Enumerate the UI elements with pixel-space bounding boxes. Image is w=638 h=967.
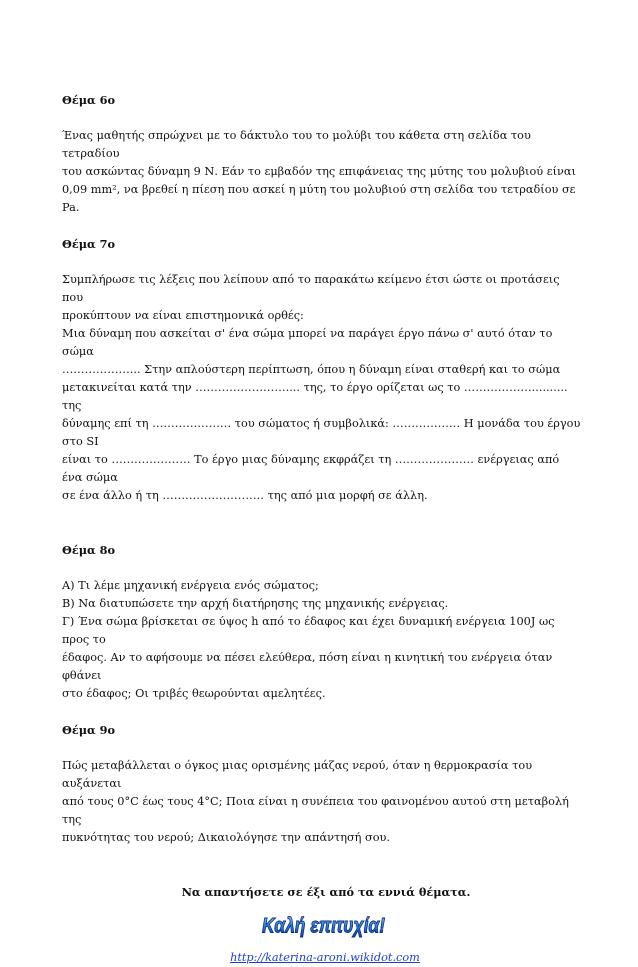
question-7-line: μετακινείται κατά την …………………….... της, το έργο ορίζεται ως το ……………….......... της <box>62 381 568 412</box>
question-8-line: έδαφος. Αν το αφήσουμε να πέσει ελεύθερα, πόση είναι η κινητική του ενέργεια όταν φθάνει <box>62 651 553 682</box>
question-8-line: Β) Να διατυπώσετε την αρχή διατήρησης της μηχανικής ενέργειας. <box>62 597 449 610</box>
question-8-title: Θέμα 8ο <box>62 543 115 557</box>
good-luck-logo <box>66 911 582 945</box>
good-luck-logo-text: Καλή επιτυχία! <box>261 913 386 938</box>
question-8-line: Γ) Ένα σώμα βρίσκεται σε ύψος h από το έδαφος και έχει δυναμική ενέργεια 100J ως προς το <box>62 615 555 646</box>
question-9-line: πυκνότητας του νερού; Δικαιολόγησε την απάντησή σου. <box>62 831 391 844</box>
question-7-title: Θέμα 7ο <box>62 237 115 251</box>
good-luck-wordart <box>261 911 386 941</box>
question-8-line: στο έδαφος; Οι τριβές θεωρούνται αμελητέες. <box>62 687 326 700</box>
question-8-line: Α) Τι λέμε μηχανική ενέργεια ενός σώματος; <box>62 579 319 592</box>
question-6-title: Θέμα 6ο <box>62 93 115 107</box>
question-6-line: Ένας μαθητής σπρώχνει με το δάκτυλο του το μολύβι του κάθετα στη σελίδα του τετραδίου <box>62 129 531 160</box>
question-7-line: σε ένα άλλο ή τη ……………………… της από μια μορφή σε άλλη. <box>62 489 428 502</box>
question-9-line: Πώς μεταβάλλεται ο όγκος μιας ορισμένης μάζας νερού, όταν η θερμοκρασία του αυξάνεται <box>62 759 533 790</box>
question-7-line: ………………... Στην απλούστερη περίπτωση, όπου η δύναμη είναι σταθερή και το σώμα <box>62 363 561 376</box>
question-9-line: από τους 0°C έως τους 4°C; Ποια είναι η συνέπεια του φαινομένου αυτού στη μεταβολή της <box>62 795 569 826</box>
website-link[interactable]: http://katerina-aroni.wikidot.com <box>230 951 420 964</box>
question-6-line: του ασκώντας δύναμη 9 Ν. Εάν το εμβαδόν της επιφάνειας της μύτης του μολυβιού είναι <box>62 165 576 178</box>
question-6-line: 0,09 mm², να βρεθεί η πίεση που ασκεί η μύτη του μολυβιού στη σελίδα του τετραδίου σε Pa. <box>62 183 576 214</box>
question-7-line: Μια δύναμη που ασκείται σ' ένα σώμα μπορεί να παράγει έργο πάνω σ' αυτό όταν το σώμα <box>62 327 553 358</box>
question-7-line: είναι το ………………… Το έργο μιας δύναμης εκφράζει τη ………………… ενέργειας από ένα σώμα <box>62 453 560 484</box>
question-7-line: προκύπτουν να είναι επιστημονικά ορθές: <box>62 309 304 322</box>
question-9-title: Θέμα 9ο <box>62 723 115 737</box>
question-7-line: δύναμης επί τη ………………… του σώματος ή συμβολικά: ……………… Η μονάδα του έργου στο SI <box>62 417 581 448</box>
closing-instruction: Να απαντήσετε σε έξι από τα εννιά θέματα. <box>181 885 471 899</box>
question-7-line: Συμπλήρωσε τις λέξεις που λείπουν από το παρακάτω κείμενο έτσι ώστε οι προτάσεις που <box>62 273 560 304</box>
document-content <box>62 91 582 967</box>
